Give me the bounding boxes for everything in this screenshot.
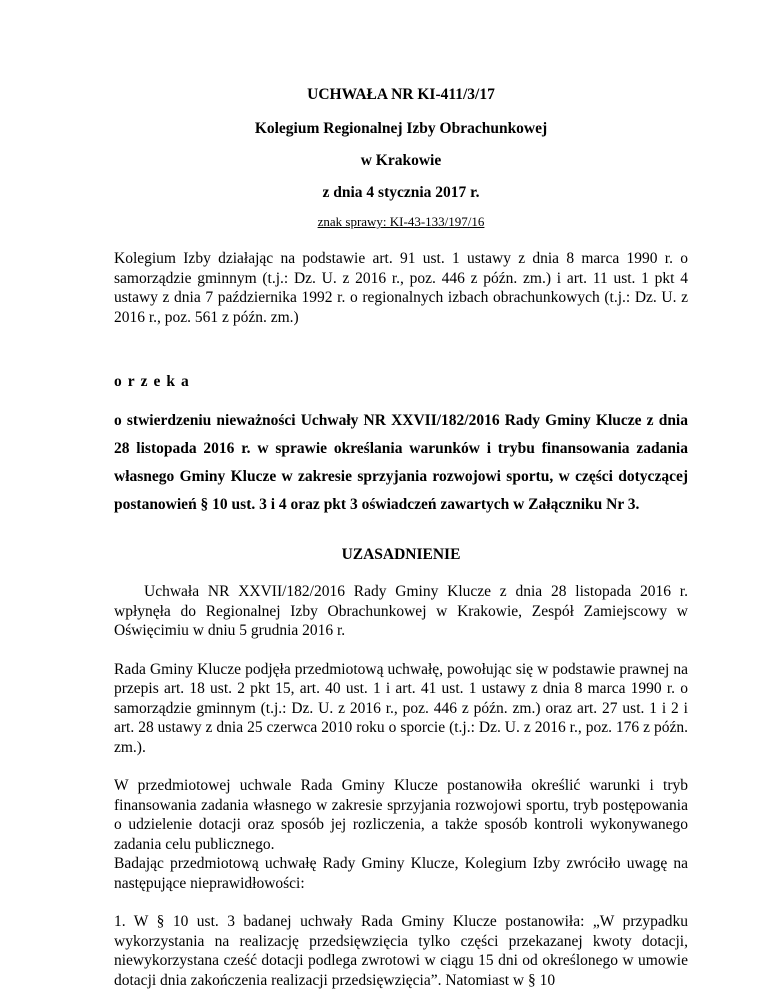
decision-paragraph: o stwierdzeniu nieważności Uchwały NR XXVII/182/2016 Rady Gminy Klucze z dnia 28 listopada 2016 r. w sprawie określania warunków i trybu finansowania zadania własnego Gminy Klucze w zakresie sprzyjania rozwojowi sportu, w części dotyczącej postanowień § 10 ust. 3 i 4 oraz pkt 3 oświadczeń zawartych w Załączniku Nr 3.	[114, 412, 688, 513]
justification-paragraph: Uchwała NR XXVII/182/2016 Rady Gminy Klucze z dnia 28 listopada 2016 r. wpłynęła do Regionalnej Izby Obrachunkowej w Krakowie, Zespół Zamiejscowy w Oświęcimiu w dniu 5 grudnia 2016 r.	[114, 583, 688, 639]
document-header	[114, 0, 688, 230]
justification-paragraph: W przedmiotowej uchwale Rada Gminy Klucze postanowiła określić warunki i tryb finansowania zadania własnego w zakresie sprzyjania rozwojowi sportu, tryb postępowania o udzielenie dotacji oraz sposób jej rozliczenia, a także sposób kontroli wykonywanego zadania celu publicznego.	[114, 777, 688, 853]
justification-heading: UZASADNIENIE	[341, 546, 461, 563]
justification-paragraph: Badając przedmiotową uchwałę Rady Gminy Klucze, Kolegium Izby zwróciło uwagę na następujące nieprawidłowości:	[114, 855, 688, 892]
resolution-date: z dnia 4 stycznia 2017 r.	[322, 184, 480, 201]
issuing-body: Kolegium Regionalnej Izby Obrachunkowej	[254, 120, 548, 137]
justification-paragraph: 1. W § 10 ust. 3 badanej uchwały Rada Gminy Klucze postanowiła: „W przypadku wykorzystania na realizację przedsięwzięcia tylko części przekazanej kwoty dotacji, niewykorzystana cześć dotacji podlega zwrotowi w ciągu 15 dni od określonego w umowie dotacji dnia zakończenia realizacji przedsięwzięcia”. Natomiast w § 10	[114, 913, 688, 989]
justification-paragraph: Rada Gminy Klucze podjęła przedmiotową uchwałę, powołując się w podstawie prawnej na przepis art. 18 ust. 2 pkt 15, art. 40 ust. 1 i art. 41 ust. 1 ustawy z dnia 8 marca 1990 r. o samorządzie gminnym (t.j.: Dz. U. z 2016 r., poz. 446 z późn. zm.) oraz art. 27 ust. 1 i 2 i art. 28 ustawy z dnia 25 czerwca 2010 roku o sporcie (t.j.: Dz. U. z 2016 r., poz. 176 z późn. zm.).	[114, 660, 688, 756]
legal-basis-paragraph: Kolegium Izby działając na podstawie art. 91 ust. 1 ustawy z dnia 8 marca 1990 r. o samorządzie gminnym (t.j.: Dz. U. z 2016 r., poz. 446 z późn. zm.) i art. 11 ust. 1 pkt 4 ustawy z dnia 7 października 1992 r. o regionalnych izbach obrachunkowych (t.j.: Dz. U. z 2016 r., poz. 561 z późn. zm.)	[114, 250, 688, 326]
case-reference: znak sprawy: KI-43-133/197/16	[317, 214, 485, 229]
issuing-city: w Krakowie	[360, 152, 442, 169]
resolution-title: UCHWAŁA NR KI-411/3/17	[307, 86, 495, 103]
orzeka-heading: orzeka	[114, 373, 195, 390]
